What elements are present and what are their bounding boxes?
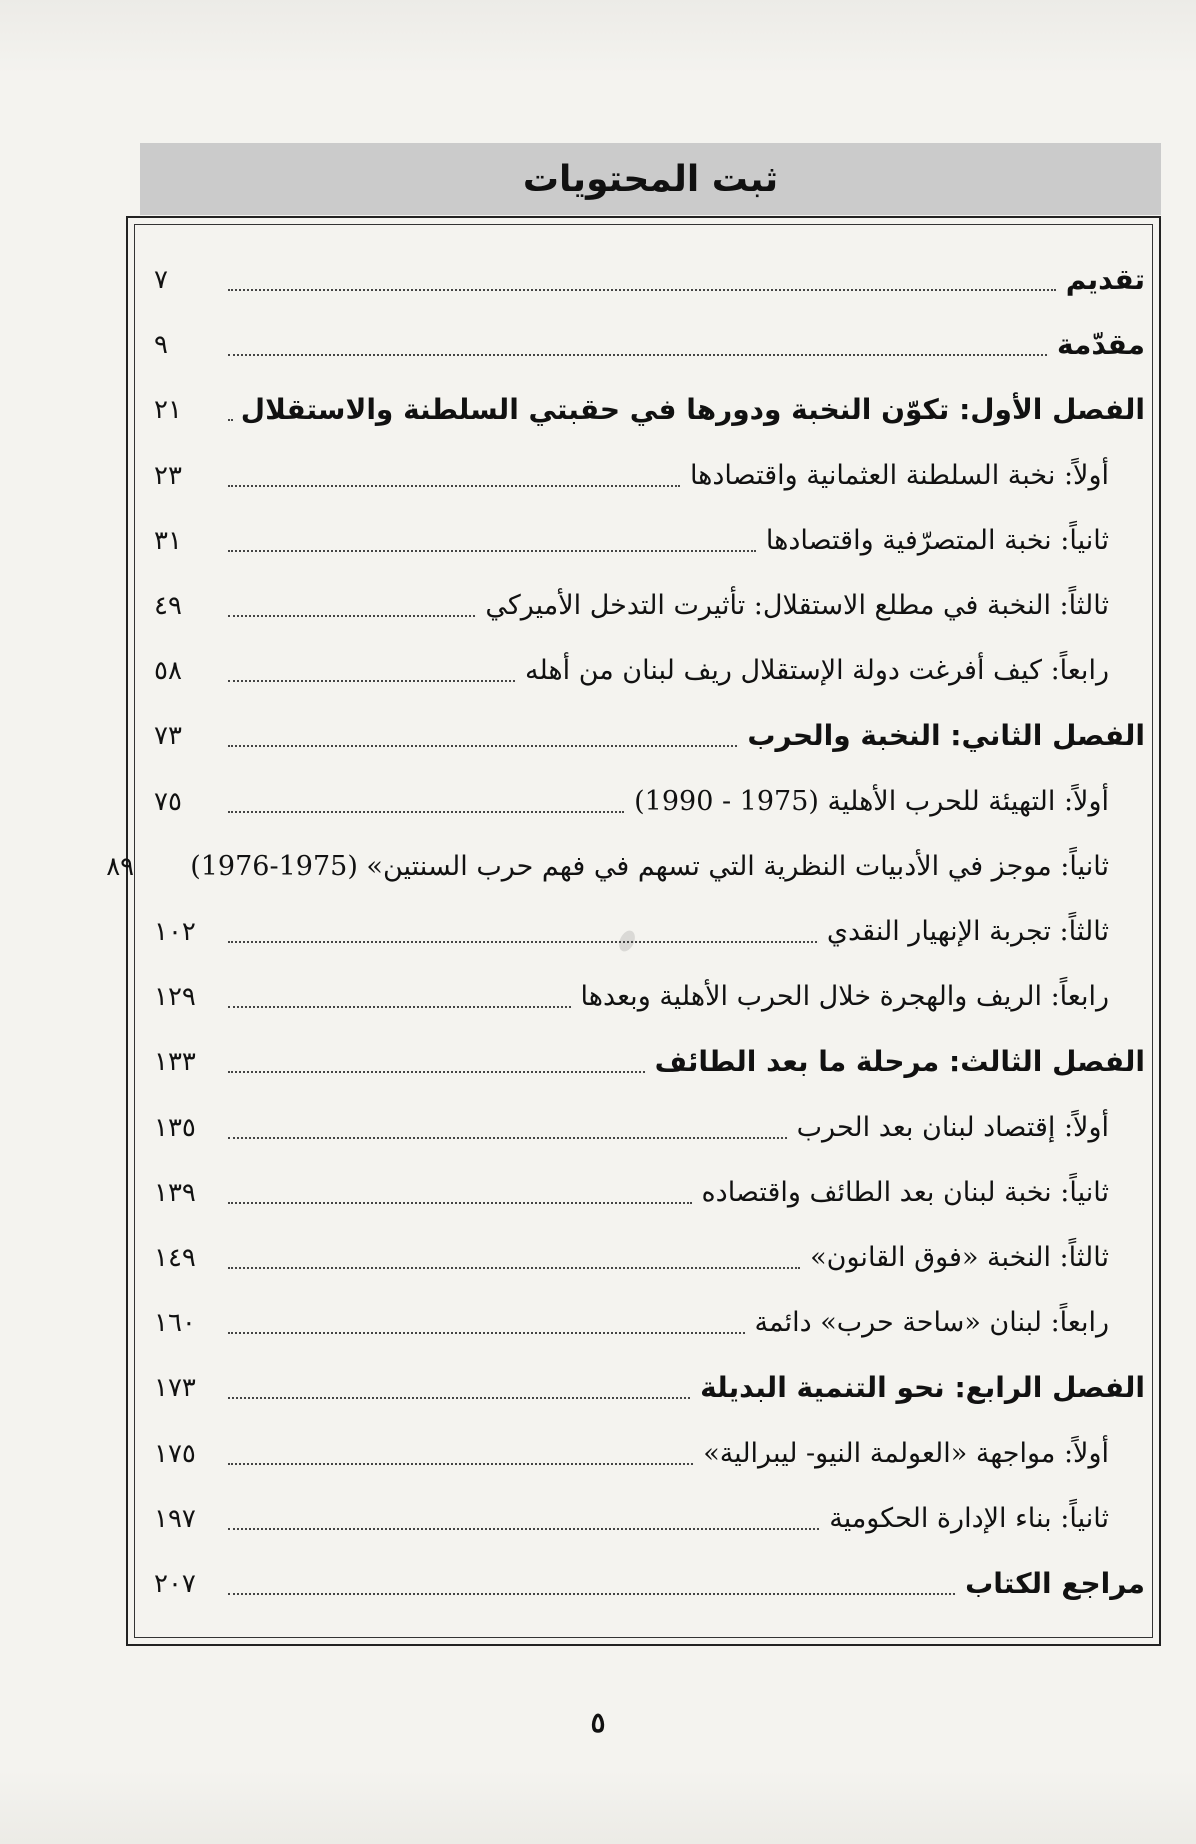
- toc-chapter-title: الفصل الثاني: النخبة والحرب: [747, 719, 1145, 753]
- toc-page-number: ٢١: [154, 395, 182, 426]
- toc-entry[interactable]: [140, 1424, 1145, 1474]
- toc-page-number: ١٣٩: [154, 1177, 196, 1208]
- toc-dot-leader: [228, 614, 475, 617]
- toc-dot-leader: [228, 418, 231, 421]
- toc-entry[interactable]: [140, 576, 1145, 626]
- page-number: ٥: [590, 1706, 606, 1739]
- toc-dot-leader: [228, 1201, 692, 1204]
- page-title: ثبت المحتويات: [522, 158, 779, 200]
- toc-page-number: ٣١: [154, 525, 182, 556]
- toc-page-number: ١٣٣: [154, 1047, 196, 1078]
- toc-dot-leader: [228, 1527, 819, 1530]
- toc-section-title: ثالثاً: النخبة في مطلع الاستقلال: تأثيرت التدخل الأميركي: [485, 590, 1109, 621]
- toc-page-number: ٢٠٧: [154, 1569, 196, 1599]
- toc-page-number: ٥٨: [154, 656, 182, 687]
- toc-dot-leader: [228, 288, 1056, 291]
- toc-dot-leader: [228, 1070, 645, 1073]
- toc-entry[interactable]: [140, 1554, 1145, 1604]
- toc-page-number: ٩: [154, 330, 168, 361]
- toc-entry[interactable]: [140, 902, 1145, 952]
- toc-entry[interactable]: [140, 772, 1145, 822]
- toc-section-title: أولاً: التهيئة للحرب الأهلية (1975 - 1990): [634, 785, 1109, 817]
- toc-section-title: رابعاً: لبنان «ساحة حرب» دائمة: [754, 1307, 1109, 1339]
- toc-page-number: ٧٥: [154, 786, 182, 817]
- toc-dot-leader: [228, 940, 817, 943]
- toc-entry[interactable]: [140, 641, 1145, 691]
- toc-dot-leader: [228, 1266, 800, 1269]
- toc-entry[interactable]: [106, 837, 1145, 887]
- toc-entry[interactable]: [140, 1098, 1145, 1148]
- toc-entry[interactable]: [140, 511, 1145, 561]
- toc-page-number: ٧٣: [154, 721, 182, 752]
- toc-chapter-title: الفصل الأول: تكوّن النخبة ودورها في حقبتي السلطنة والاستقلال: [240, 393, 1145, 427]
- toc-entry[interactable]: [140, 1293, 1145, 1343]
- toc-page-number: ١٣٥: [154, 1112, 196, 1143]
- toc-section-title: أولاً: نخبة السلطنة العثمانية واقتصادها: [689, 459, 1109, 491]
- toc-entry[interactable]: [140, 1228, 1145, 1278]
- toc-page-number: ٢٣: [154, 460, 182, 491]
- toc-entry[interactable]: [140, 250, 1145, 300]
- toc-page-number: ١٢٩: [154, 982, 196, 1013]
- toc-entry[interactable]: [140, 967, 1145, 1017]
- toc-entry[interactable]: [140, 1358, 1145, 1408]
- toc-section-title: أولاً: مواجهة «العولمة النيو- ليبرالية»: [703, 1437, 1109, 1469]
- toc-dot-leader: [228, 679, 515, 682]
- toc-entry[interactable]: [140, 446, 1145, 496]
- toc-dot-leader: [228, 744, 737, 747]
- toc-section-title: رابعاً: كيف أفرغت دولة الإستقلال ريف لبنان من أهله: [524, 655, 1109, 687]
- toc-page-number: ٤٩: [154, 591, 182, 621]
- toc-page-number: ١٤٩: [154, 1243, 196, 1273]
- toc-dot-leader: [228, 549, 756, 552]
- toc-page-number: ١٦٠: [154, 1308, 196, 1339]
- toc-section-title: ثانياً: نخبة لبنان بعد الطائف واقتصاده: [701, 1176, 1109, 1208]
- toc-dot-leader: [228, 1396, 690, 1399]
- toc-section-title: ثانياً: نخبة المتصرّفية واقتصادها: [765, 524, 1109, 556]
- toc-entry[interactable]: [140, 1032, 1145, 1082]
- toc-page-number: ١٧٣: [154, 1373, 196, 1404]
- toc-dot-leader: [228, 353, 1047, 356]
- toc-dot-leader: [228, 1005, 571, 1008]
- toc-dot-leader: [228, 1592, 955, 1595]
- toc-section-title: ثانياً: موجز في الأدبيات النظرية التي تسهم في فهم حرب السنتين» (1975-1976): [190, 850, 1109, 882]
- toc-entry[interactable]: [140, 315, 1145, 365]
- toc-entry[interactable]: [140, 380, 1145, 430]
- toc-entry[interactable]: [140, 1163, 1145, 1213]
- toc-chapter-title: تقديم: [1065, 263, 1145, 296]
- toc-page-number: ١٠٢: [154, 917, 196, 947]
- toc-chapter-title: الفصل الثالث: مرحلة ما بعد الطائف: [654, 1045, 1145, 1079]
- toc-chapter-title: مراجع الكتاب: [965, 1567, 1145, 1600]
- toc-dot-leader: [228, 810, 624, 813]
- toc-section-title: رابعاً: الريف والهجرة خلال الحرب الأهلية وبعدها: [580, 981, 1109, 1013]
- toc-chapter-title: مقدّمة: [1057, 328, 1145, 362]
- toc-page-number: ٨٩: [106, 851, 135, 882]
- toc-section-title: أولاً: إقتصاد لبنان بعد الحرب: [796, 1111, 1109, 1143]
- toc-dot-leader: [228, 484, 680, 487]
- toc-section-title: ثانياً: بناء الإدارة الحكومية: [829, 1502, 1109, 1534]
- toc-dot-leader: [228, 1462, 693, 1465]
- toc-dot-leader: [228, 1331, 745, 1334]
- title-band: [140, 143, 1161, 215]
- toc-dot-leader: [228, 1136, 787, 1139]
- toc-section-title: ثالثاً: النخبة «فوق القانون»: [810, 1242, 1109, 1273]
- toc-page-number: ٧: [154, 265, 168, 295]
- toc-page-number: ١٧٥: [154, 1438, 196, 1469]
- toc-page-number: ١٩٧: [154, 1503, 196, 1534]
- toc-section-title: ثالثاً: تجربة الإنهيار النقدي: [826, 916, 1109, 947]
- toc-chapter-title: الفصل الرابع: نحو التنمية البديلة: [700, 1371, 1145, 1405]
- toc-entry[interactable]: [140, 706, 1145, 756]
- toc-entry[interactable]: [140, 1489, 1145, 1539]
